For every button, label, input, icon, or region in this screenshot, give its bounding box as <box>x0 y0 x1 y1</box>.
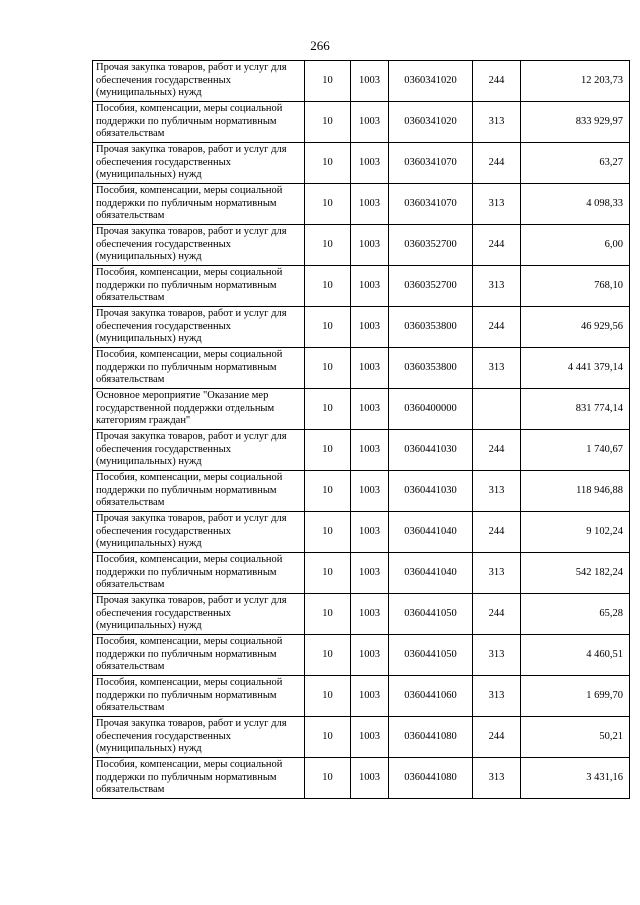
row-name-cell: Пособия, компенсации, меры социальной поддержки по публичным нормативным обязательствам <box>93 758 305 799</box>
expense-type-cell: 244 <box>473 430 521 471</box>
expense-type-cell <box>473 389 521 430</box>
expense-type-cell: 313 <box>473 471 521 512</box>
amount-cell: 1 740,67 <box>521 430 630 471</box>
table-row <box>93 307 630 348</box>
expense-type-cell: 313 <box>473 266 521 307</box>
amount-cell: 542 182,24 <box>521 553 630 594</box>
expense-type-cell: 313 <box>473 635 521 676</box>
expense-type-cell: 313 <box>473 758 521 799</box>
table-row <box>93 717 630 758</box>
section-code-cell: 10 <box>305 676 351 717</box>
expense-type-cell: 244 <box>473 512 521 553</box>
section-code-cell: 10 <box>305 184 351 225</box>
subsection-code-cell: 1003 <box>351 717 389 758</box>
expense-type-cell: 244 <box>473 717 521 758</box>
section-code-cell: 10 <box>305 389 351 430</box>
table-row <box>93 471 630 512</box>
row-name-cell: Прочая закупка товаров, работ и услуг для обеспечения государственных (муниципальных) нужд <box>93 594 305 635</box>
amount-cell: 50,21 <box>521 717 630 758</box>
expense-type-cell: 244 <box>473 225 521 266</box>
target-article-cell: 0360353800 <box>389 307 473 348</box>
subsection-code-cell: 1003 <box>351 348 389 389</box>
subsection-code-cell: 1003 <box>351 389 389 430</box>
amount-cell: 768,10 <box>521 266 630 307</box>
section-code-cell: 10 <box>305 348 351 389</box>
section-code-cell: 10 <box>305 471 351 512</box>
row-name-cell: Основное мероприятие "Оказание мер государственной поддержки отдельным категориям граждан" <box>93 389 305 430</box>
target-article-cell: 0360341020 <box>389 102 473 143</box>
row-name-cell: Прочая закупка товаров, работ и услуг для обеспечения государственных (муниципальных) нужд <box>93 61 305 102</box>
amount-cell: 9 102,24 <box>521 512 630 553</box>
section-code-cell: 10 <box>305 307 351 348</box>
section-code-cell: 10 <box>305 430 351 471</box>
target-article-cell: 0360441050 <box>389 594 473 635</box>
table-row <box>93 225 630 266</box>
amount-cell: 4 460,51 <box>521 635 630 676</box>
budget-table <box>92 60 630 799</box>
amount-cell: 831 774,14 <box>521 389 630 430</box>
table-row <box>93 389 630 430</box>
subsection-code-cell: 1003 <box>351 102 389 143</box>
target-article-cell: 0360352700 <box>389 225 473 266</box>
section-code-cell: 10 <box>305 102 351 143</box>
expense-type-cell: 313 <box>473 553 521 594</box>
subsection-code-cell: 1003 <box>351 225 389 266</box>
row-name-cell: Прочая закупка товаров, работ и услуг для обеспечения государственных (муниципальных) нужд <box>93 307 305 348</box>
expense-type-cell: 313 <box>473 102 521 143</box>
expense-type-cell: 313 <box>473 184 521 225</box>
page-number: 266 <box>310 38 330 53</box>
row-name-cell: Прочая закупка товаров, работ и услуг для обеспечения государственных (муниципальных) нужд <box>93 512 305 553</box>
amount-cell: 118 946,88 <box>521 471 630 512</box>
section-code-cell: 10 <box>305 758 351 799</box>
amount-cell: 63,27 <box>521 143 630 184</box>
amount-cell: 3 431,16 <box>521 758 630 799</box>
row-name-cell: Пособия, компенсации, меры социальной поддержки по публичным нормативным обязательствам <box>93 102 305 143</box>
target-article-cell: 0360441050 <box>389 635 473 676</box>
subsection-code-cell: 1003 <box>351 512 389 553</box>
budget-table-body <box>93 61 630 799</box>
expense-type-cell: 313 <box>473 348 521 389</box>
amount-cell: 1 699,70 <box>521 676 630 717</box>
table-row <box>93 758 630 799</box>
section-code-cell: 10 <box>305 553 351 594</box>
target-article-cell: 0360341020 <box>389 61 473 102</box>
section-code-cell: 10 <box>305 266 351 307</box>
subsection-code-cell: 1003 <box>351 61 389 102</box>
target-article-cell: 0360341070 <box>389 184 473 225</box>
target-article-cell: 0360441040 <box>389 512 473 553</box>
row-name-cell: Пособия, компенсации, меры социальной поддержки по публичным нормативным обязательствам <box>93 676 305 717</box>
table-row <box>93 266 630 307</box>
row-name-cell: Пособия, компенсации, меры социальной поддержки по публичным нормативным обязательствам <box>93 635 305 676</box>
table-row <box>93 143 630 184</box>
target-article-cell: 0360441080 <box>389 758 473 799</box>
target-article-cell: 0360400000 <box>389 389 473 430</box>
amount-cell: 4 098,33 <box>521 184 630 225</box>
row-name-cell: Пособия, компенсации, меры социальной поддержки по публичным нормативным обязательствам <box>93 266 305 307</box>
target-article-cell: 0360353800 <box>389 348 473 389</box>
section-code-cell: 10 <box>305 225 351 266</box>
target-article-cell: 0360352700 <box>389 266 473 307</box>
table-row <box>93 676 630 717</box>
row-name-cell: Пособия, компенсации, меры социальной поддержки по публичным нормативным обязательствам <box>93 184 305 225</box>
table-row <box>93 184 630 225</box>
table-row <box>93 512 630 553</box>
table-row <box>93 348 630 389</box>
expense-type-cell: 244 <box>473 307 521 348</box>
target-article-cell: 0360441030 <box>389 471 473 512</box>
target-article-cell: 0360341070 <box>389 143 473 184</box>
table-row <box>93 553 630 594</box>
row-name-cell: Пособия, компенсации, меры социальной поддержки по публичным нормативным обязательствам <box>93 471 305 512</box>
section-code-cell: 10 <box>305 61 351 102</box>
amount-cell: 833 929,97 <box>521 102 630 143</box>
subsection-code-cell: 1003 <box>351 553 389 594</box>
amount-cell: 65,28 <box>521 594 630 635</box>
row-name-cell: Прочая закупка товаров, работ и услуг для обеспечения государственных (муниципальных) нужд <box>93 225 305 266</box>
target-article-cell: 0360441040 <box>389 553 473 594</box>
target-article-cell: 0360441030 <box>389 430 473 471</box>
subsection-code-cell: 1003 <box>351 266 389 307</box>
subsection-code-cell: 1003 <box>351 184 389 225</box>
table-row <box>93 61 630 102</box>
expense-type-cell: 313 <box>473 676 521 717</box>
section-code-cell: 10 <box>305 143 351 184</box>
row-name-cell: Прочая закупка товаров, работ и услуг для обеспечения государственных (муниципальных) нужд <box>93 430 305 471</box>
row-name-cell: Прочая закупка товаров, работ и услуг для обеспечения государственных (муниципальных) нужд <box>93 143 305 184</box>
section-code-cell: 10 <box>305 635 351 676</box>
expense-type-cell: 244 <box>473 594 521 635</box>
subsection-code-cell: 1003 <box>351 307 389 348</box>
subsection-code-cell: 1003 <box>351 471 389 512</box>
subsection-code-cell: 1003 <box>351 594 389 635</box>
amount-cell: 4 441 379,14 <box>521 348 630 389</box>
target-article-cell: 0360441080 <box>389 717 473 758</box>
table-row <box>93 635 630 676</box>
subsection-code-cell: 1003 <box>351 758 389 799</box>
amount-cell: 6,00 <box>521 225 630 266</box>
section-code-cell: 10 <box>305 512 351 553</box>
row-name-cell: Пособия, компенсации, меры социальной поддержки по публичным нормативным обязательствам <box>93 348 305 389</box>
subsection-code-cell: 1003 <box>351 430 389 471</box>
target-article-cell: 0360441060 <box>389 676 473 717</box>
expense-type-cell: 244 <box>473 61 521 102</box>
table-row <box>93 594 630 635</box>
row-name-cell: Пособия, компенсации, меры социальной поддержки по публичным нормативным обязательствам <box>93 553 305 594</box>
subsection-code-cell: 1003 <box>351 143 389 184</box>
section-code-cell: 10 <box>305 717 351 758</box>
section-code-cell: 10 <box>305 594 351 635</box>
subsection-code-cell: 1003 <box>351 676 389 717</box>
expense-type-cell: 244 <box>473 143 521 184</box>
amount-cell: 12 203,73 <box>521 61 630 102</box>
row-name-cell: Прочая закупка товаров, работ и услуг для обеспечения государственных (муниципальных) нужд <box>93 717 305 758</box>
table-row <box>93 430 630 471</box>
subsection-code-cell: 1003 <box>351 635 389 676</box>
table-row <box>93 102 630 143</box>
amount-cell: 46 929,56 <box>521 307 630 348</box>
